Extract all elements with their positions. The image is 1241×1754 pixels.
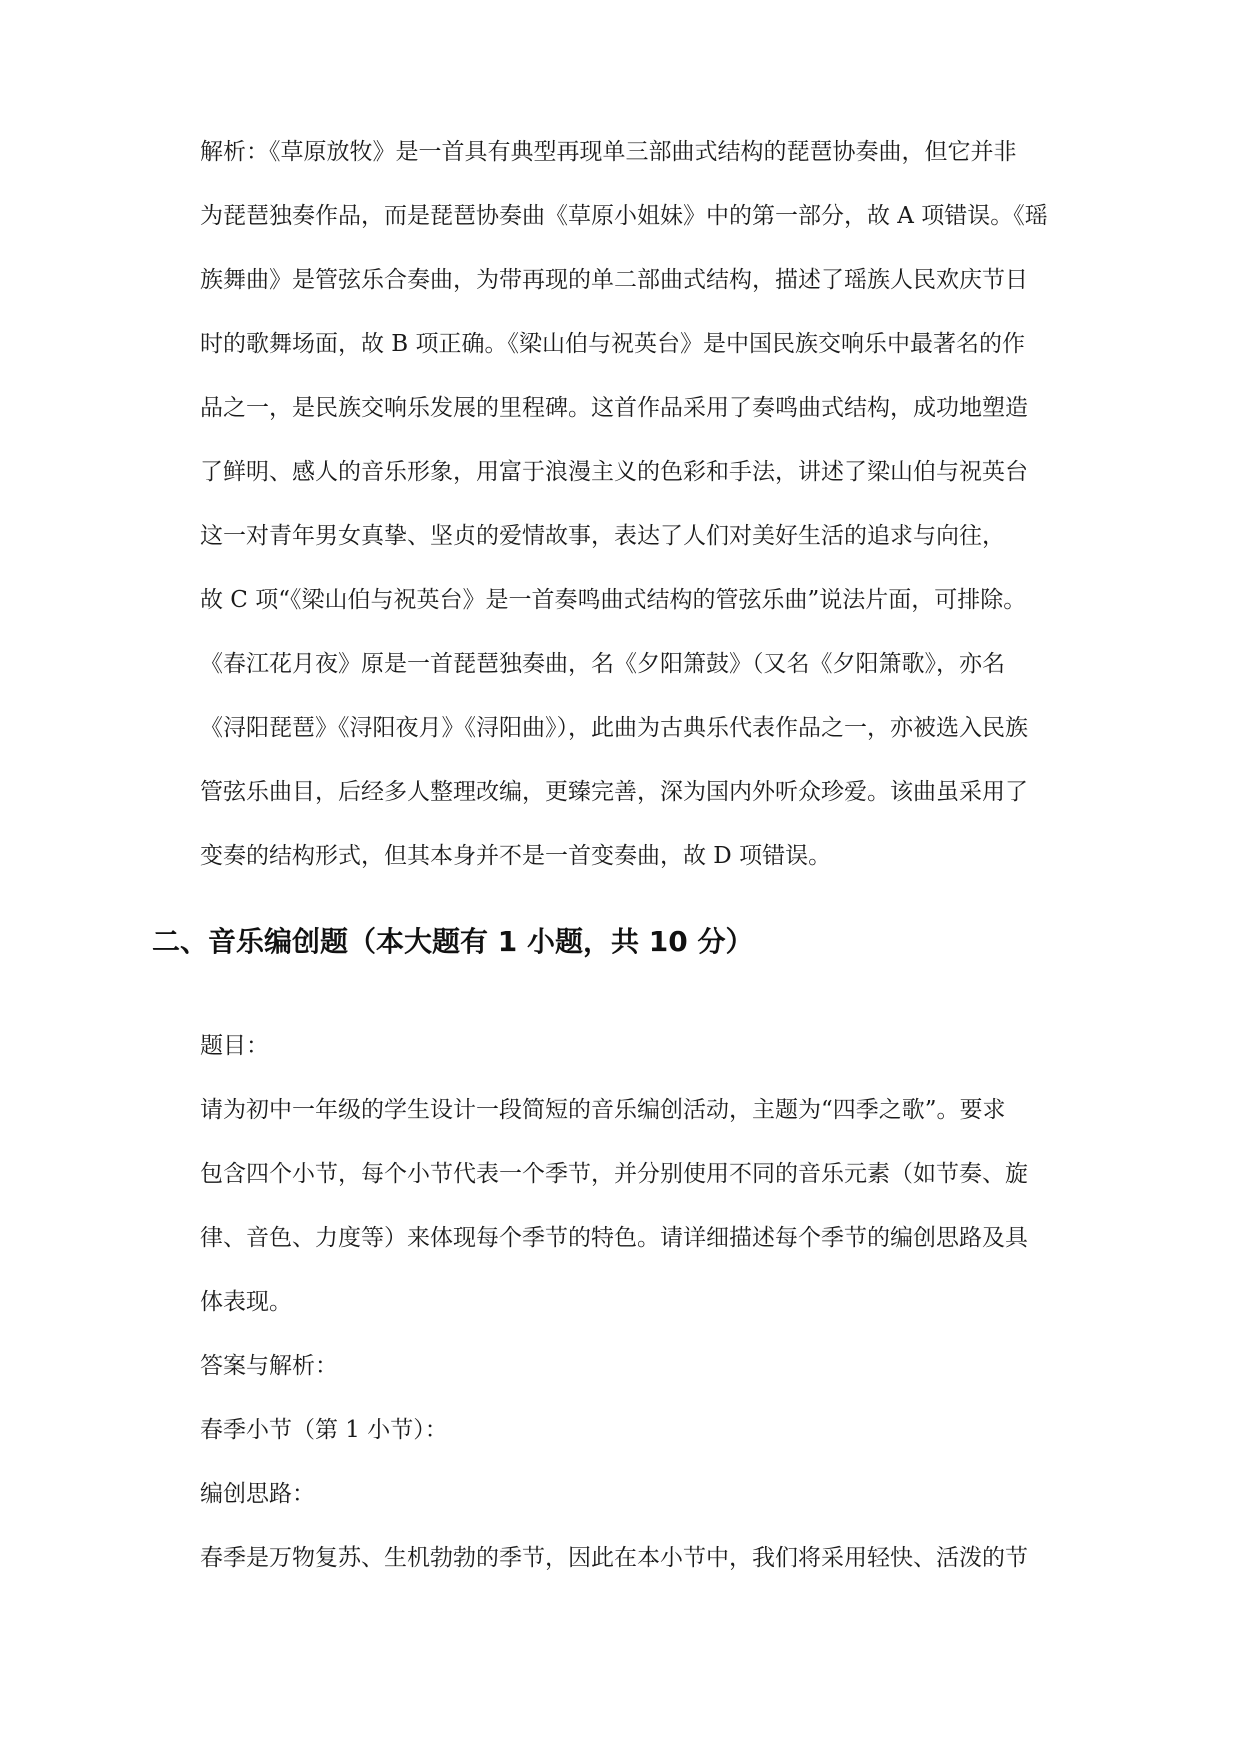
analysis-line-1: 解析：《草原放牧》是一首具有典型再现单三部曲式结构的琵琶协奏曲，但它并非 [200,139,1017,165]
question-line-2: 包含四个小节，每个小节代表一个季节，并分别使用不同的音乐元素（如节奏、旋 [200,1161,1028,1187]
section-heading: 二、音乐编创题（本大题有 1 小题，共 10 分） [152,925,754,958]
analysis-line-12: 变奏的结构形式，但其本身并不是一首变奏曲，故 D 项错误。 [200,843,832,869]
question-line-1: 请为初中一年级的学生设计一段简短的音乐编创活动，主题为“四季之歌”。要求 [200,1097,1006,1123]
analysis-line-10: 《浔阳琵琶》《浔阳夜月》《浔阳曲》），此曲为古典乐代表作品之一，亦被选入民族 [200,715,1028,741]
analysis-line-4: 时的歌舞场面，故 B 项正确。《梁山伯与祝英台》是中国民族交响乐中最著名的作 [200,331,1026,357]
spring-description: 春季是万物复苏、生机勃勃的季节，因此在本小节中，我们将采用轻快、活泼的节 [200,1545,1028,1571]
analysis-line-3: 族舞曲》是管弦乐合奏曲，为带再现的单二部曲式结构，描述了瑶族人民欢庆节日 [200,267,1028,293]
analysis-line-7: 这一对青年男女真挚、坚贞的爱情故事，表达了人们对美好生活的追求与向往， [200,523,1005,549]
question-line-4: 体表现。 [200,1289,292,1315]
analysis-line-5: 品之一，是民族交响乐发展的里程碑。这首作品采用了奏鸣曲式结构，成功地塑造 [200,395,1028,421]
analysis-line-8: 故 C 项“《梁山伯与祝英台》是一首奏鸣曲式结构的管弦乐曲”说法片面，可排除。 [200,587,1027,613]
analysis-line-11: 管弦乐曲目，后经多人整理改编，更臻完善，深为国内外听众珍爱。该曲虽采用了 [200,779,1028,805]
question-line-3: 律、音色、力度等）来体现每个季节的特色。请详细描述每个季节的编创思路及具 [200,1225,1028,1251]
analysis-line-2: 为琵琶独奏作品，而是琵琶协奏曲《草原小姐妹》中的第一部分，故 A 项错误。《瑶 [200,203,1048,229]
answer-label: 答案与解析： [200,1353,338,1379]
analysis-line-9: 《春江花月夜》原是一首琵琶独奏曲，名《夕阳箫鼓》（又名《夕阳箫歌》，亦名 [200,651,1005,677]
idea-label: 编创思路： [200,1481,315,1507]
question-label: 题目： [200,1033,269,1059]
spring-section-label: 春季小节（第 1 小节）： [200,1417,448,1443]
analysis-line-6: 了鲜明、感人的音乐形象，用富于浪漫主义的色彩和手法，讲述了梁山伯与祝英台 [200,459,1028,485]
